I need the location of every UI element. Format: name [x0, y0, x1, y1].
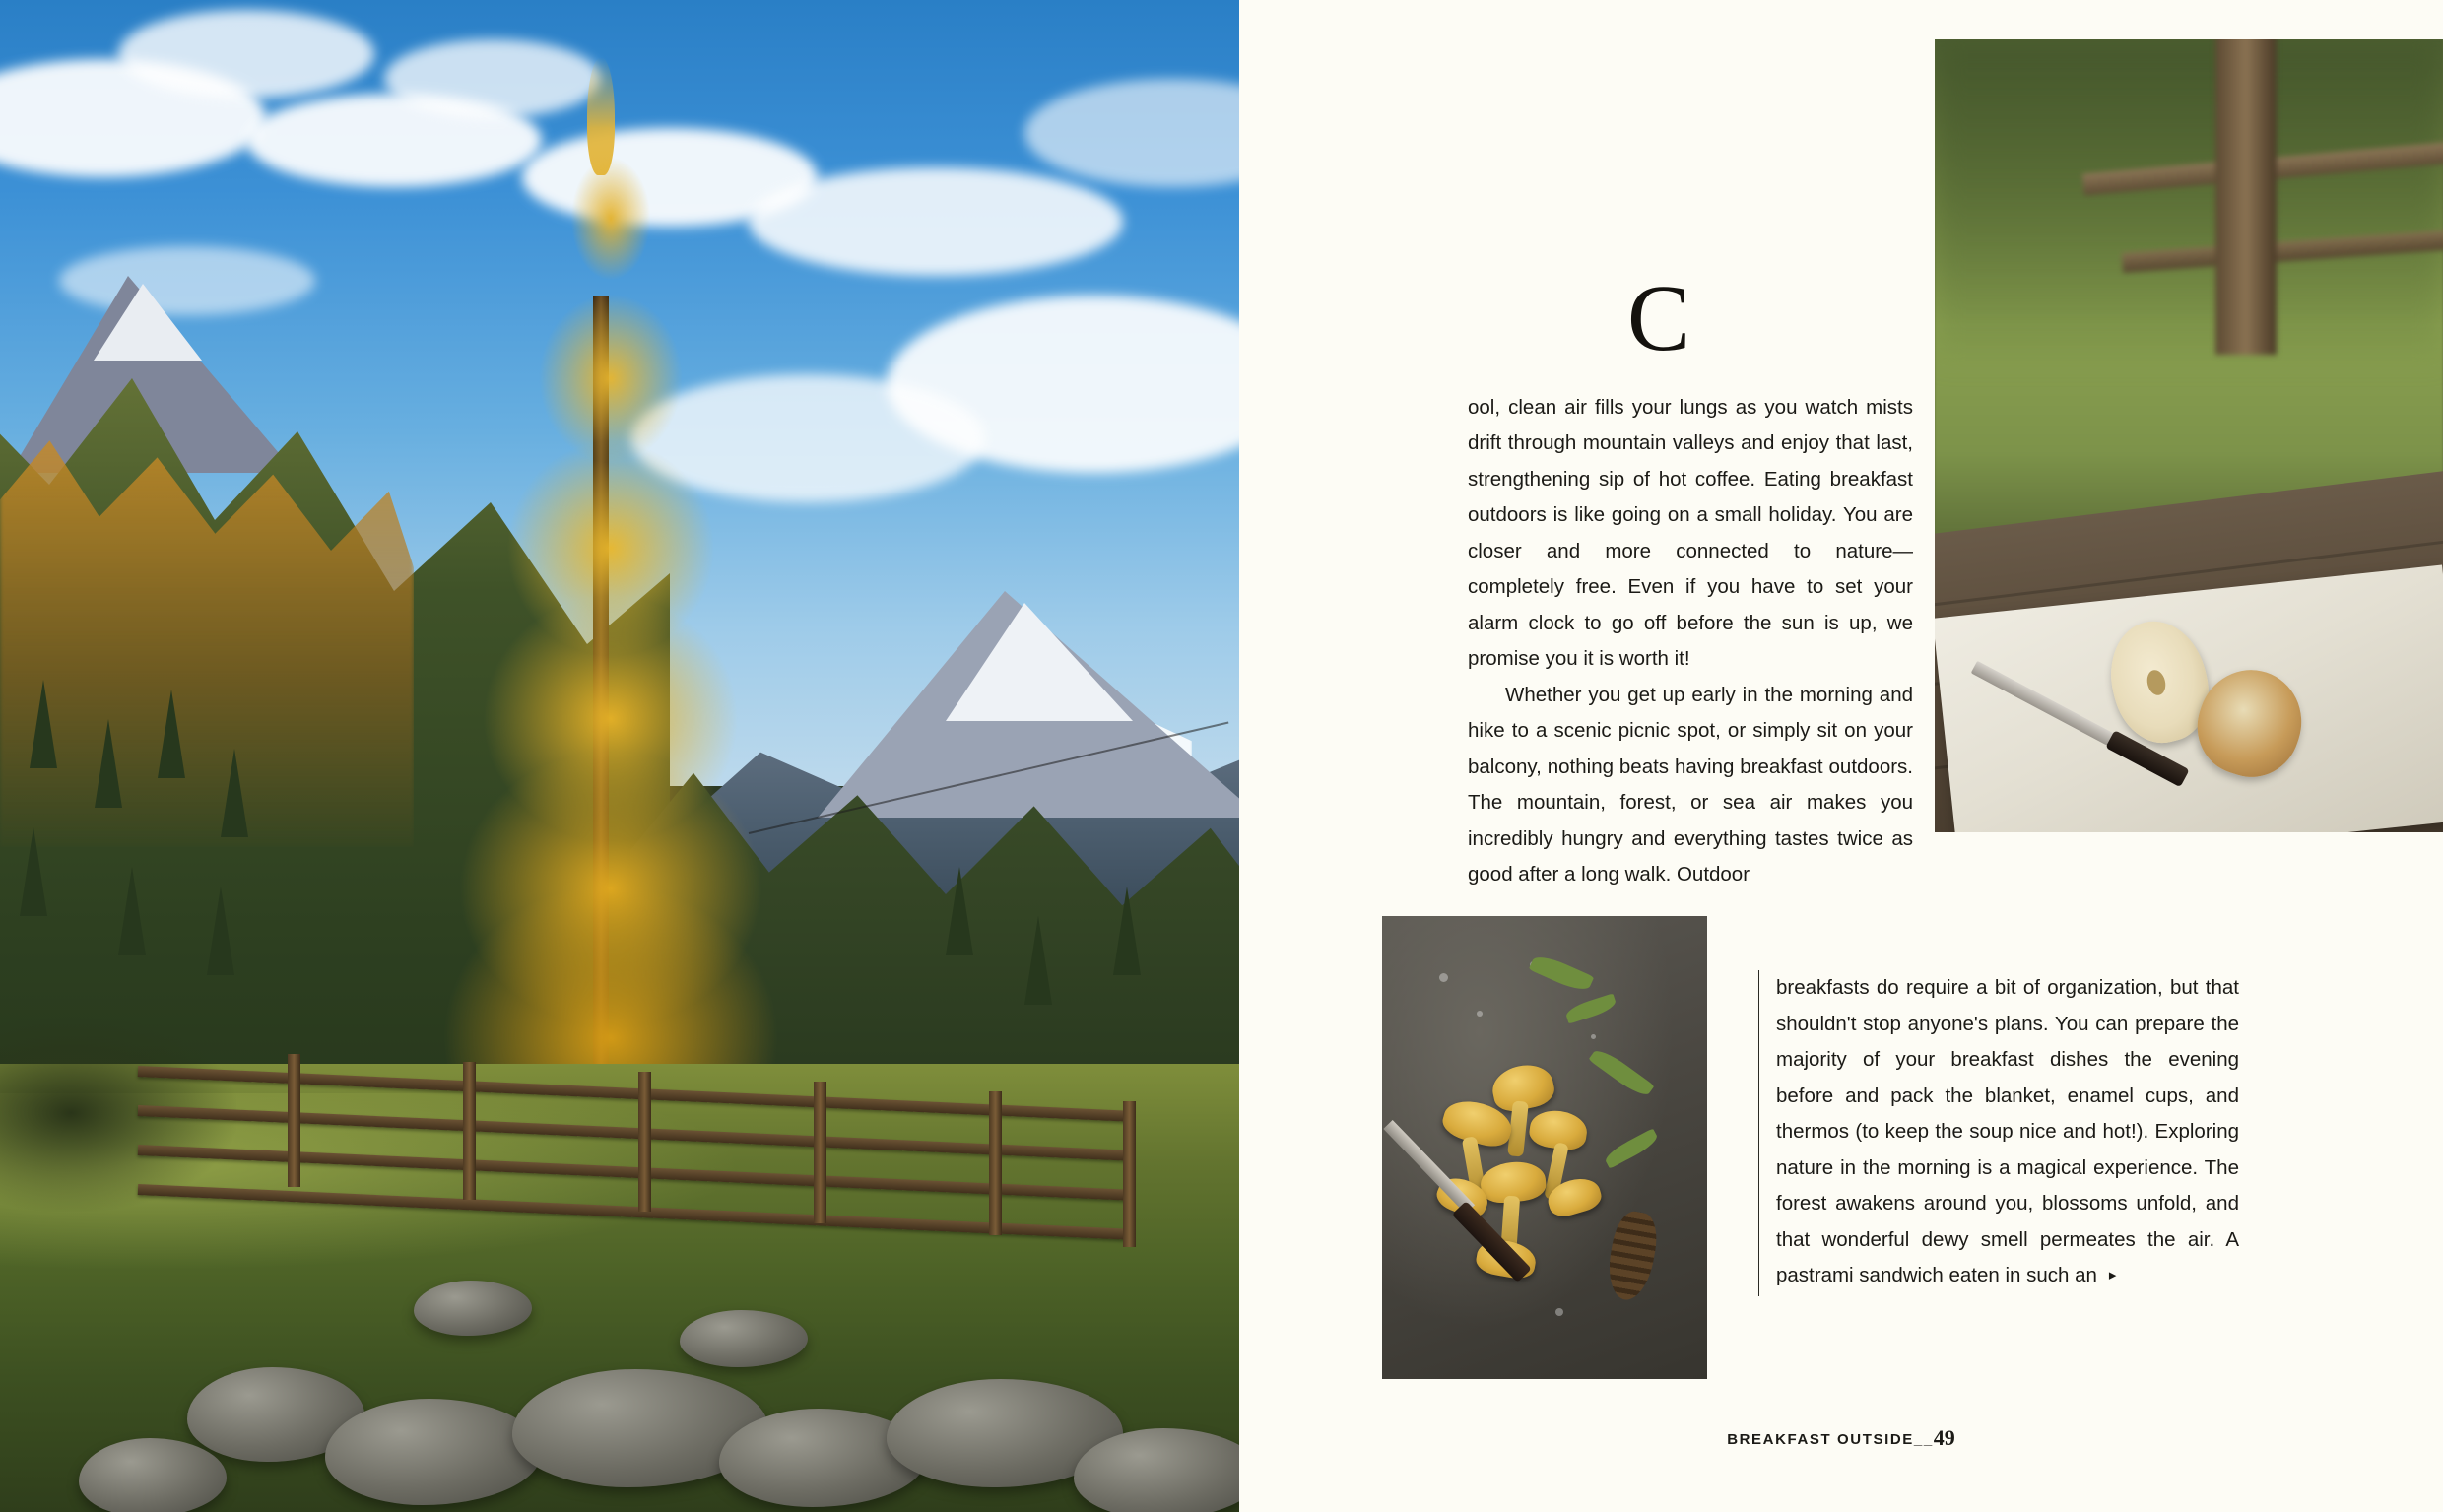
speck — [1591, 1034, 1596, 1039]
speck — [1555, 1308, 1563, 1316]
page-number: 49 — [1933, 1425, 1955, 1450]
speck — [1439, 973, 1448, 982]
conifer-tree — [118, 867, 146, 955]
paragraph-2: Whether you get up early in the morning and hike to a scenic picnic spot, or simply sit on your balcony, nothing beats having breakfast outdoors. The mountain, forest, or sea air makes you incredibly hungry and everything tastes twice as good after a long walk. Outdoor — [1468, 683, 1913, 887]
golden-larch-tree — [335, 59, 887, 1123]
fence-post — [814, 1082, 826, 1223]
snow-cap — [94, 284, 202, 361]
snow-cap — [946, 603, 1133, 721]
speck — [1477, 1011, 1483, 1017]
article-column-bottom — [1758, 970, 2239, 1296]
fence-post — [989, 1091, 1002, 1235]
running-head: BREAKFAST OUTSIDE__ — [1727, 1431, 1934, 1448]
conifer-tree — [158, 690, 185, 778]
body-text-top — [1468, 390, 1913, 893]
conifer-tree — [946, 867, 973, 955]
conifer-tree — [207, 887, 234, 975]
conifer-tree — [1113, 887, 1141, 975]
right-page — [1239, 0, 2443, 1512]
fence-post — [463, 1062, 476, 1200]
drop-cap: C — [1627, 265, 1691, 370]
blurred-background — [1935, 39, 2443, 357]
conifer-tree — [30, 680, 57, 768]
continuation-arrow-icon: ▸ — [2108, 1267, 2117, 1283]
pear-on-linen-photo — [1935, 39, 2443, 832]
fence-post — [288, 1054, 300, 1187]
conifer-tree — [95, 719, 122, 808]
conifer-tree — [1024, 916, 1052, 1005]
folio — [1239, 1425, 2443, 1451]
body-text-bottom — [1776, 970, 2239, 1296]
fence-post — [638, 1072, 651, 1212]
conifer-tree — [221, 749, 248, 837]
paragraph-3 — [1776, 970, 2239, 1296]
article-column-top — [1468, 265, 1913, 893]
chanterelles-photo — [1382, 916, 1707, 1379]
conifer-tree — [20, 827, 47, 916]
fence-post — [1123, 1101, 1136, 1247]
paragraph-1: ool, clean air fills your lungs as you watch mists drift through mountain valleys and enjoy that last, strengthening sip of hot coffee. Eating breakfast outdoors is like going on a small holiday. You are closer and more connected to nature—completely free. Even if you have to set your alarm clock to go off before the sun is up, we promise you it is worth it! — [1468, 395, 1913, 671]
paragraph-3-text: breakfasts do require a bit of organization, but that shouldn't stop anyone's plans. You can prepare the majority of your breakfast dishes the evening before and pack the blanket, enamel cups, and thermos (to keep the soup nice and hot!). Exploring nature in the morning is a magical experience. The forest awakens around you, blossoms unfold, and that wonderful dewy smell permeates the air. A pastrami sandwich eaten in such an — [1776, 976, 2239, 1286]
stone-surface — [1382, 916, 1707, 1379]
blurred-fence-post — [2215, 39, 2277, 355]
rock — [79, 1438, 227, 1512]
